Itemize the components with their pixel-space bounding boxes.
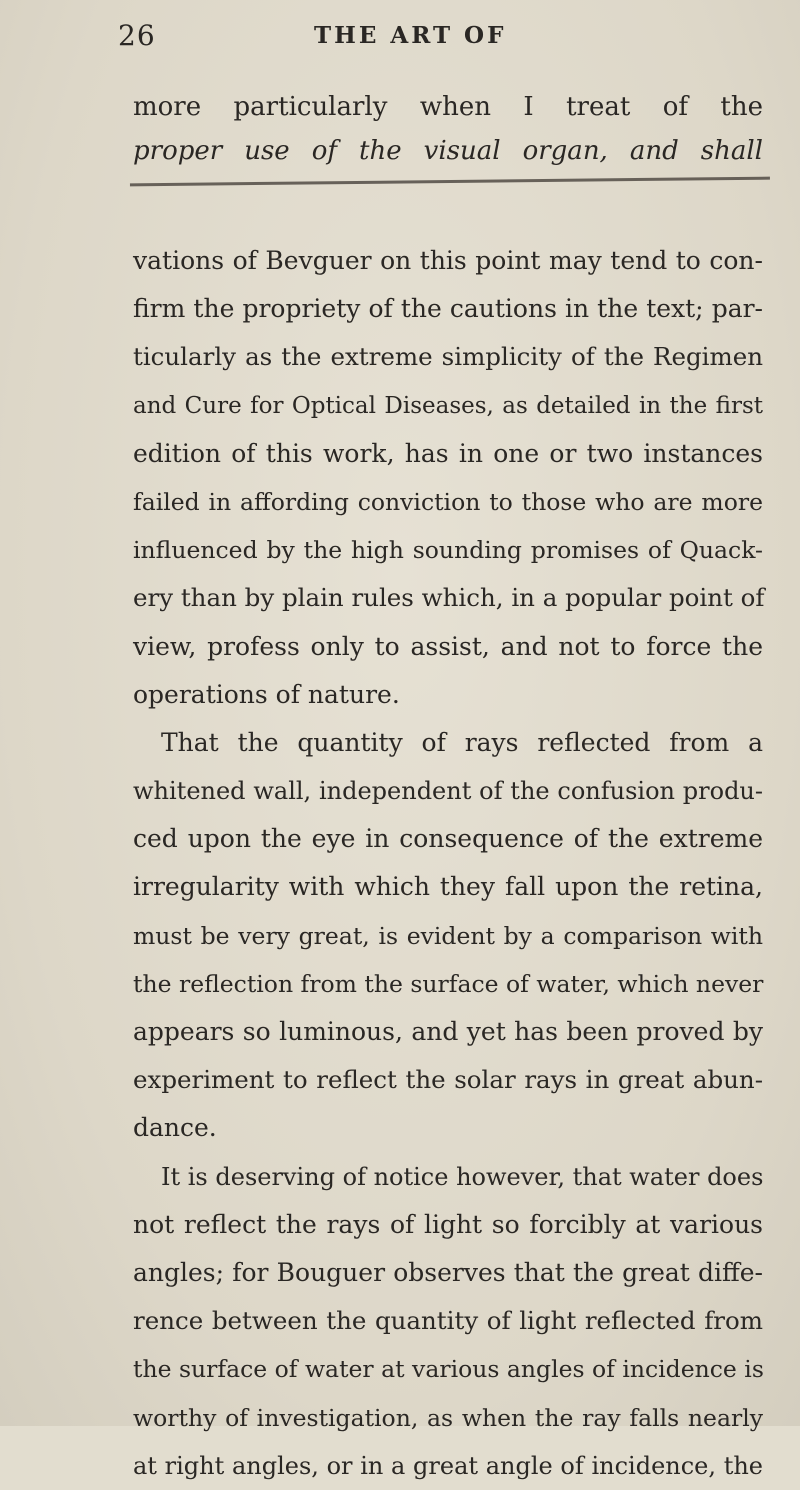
text-line: experiment to reflect the solar rays in great abun- bbox=[133, 1065, 763, 1095]
text-line: not reflect the rays of light so forcibly at various bbox=[133, 1209, 763, 1239]
torn-edge-divider bbox=[130, 177, 770, 197]
body-text bbox=[133, 237, 763, 1490]
paragraph bbox=[133, 1153, 763, 1490]
text-line: the surface of water at various angles of incidence is bbox=[133, 1355, 764, 1384]
text-line: dance. bbox=[133, 1113, 217, 1143]
text-line: whitened wall, independent of the confusion produ- bbox=[133, 777, 763, 806]
text-line: firm the propriety of the cautions in the text; par- bbox=[133, 294, 763, 324]
text-line: the reflection from the surface of water, which never bbox=[133, 969, 764, 998]
text-line: angles; for Bouguer observes that the great diffe- bbox=[133, 1257, 763, 1287]
text-line: vations of Bevguer on this point may tend to con- bbox=[133, 246, 763, 275]
text-line: rence between the quantity of light reflected from bbox=[133, 1306, 763, 1336]
text-line: It is deserving of notice however, that water does bbox=[161, 1162, 764, 1191]
text-line: ery than by plain rules which, in a popular point of bbox=[133, 583, 765, 613]
text-line: and Cure for Optical Diseases, as detailed in the first bbox=[133, 392, 763, 419]
text-line: more particularly when I treat of the bbox=[133, 92, 763, 122]
top-text-block bbox=[133, 85, 763, 173]
text-line: edition of this work, has in one or two instances bbox=[133, 438, 763, 468]
paragraph bbox=[133, 237, 763, 719]
text-line: view, profess only to assist, and not to force the bbox=[133, 631, 763, 661]
running-head: THE ART OF bbox=[314, 22, 507, 49]
page-number: 26 bbox=[118, 19, 156, 52]
text-line: irregularity with which they fall upon the retina, bbox=[133, 872, 763, 902]
page-header bbox=[118, 15, 758, 55]
text-line: proper use of the visual organ, and shall bbox=[133, 136, 763, 166]
text-line: That the quantity of rays reflected from a bbox=[161, 727, 763, 757]
text-line: at right angles, or in a great angle of incidence, the bbox=[133, 1451, 763, 1480]
text-line: must be very great, is evident by a comparison with bbox=[133, 921, 763, 950]
text-line: appears so luminous, and yet has been proved by bbox=[133, 1017, 763, 1046]
text-line: ced upon the eye in consequence of the extreme bbox=[133, 824, 763, 854]
paragraph bbox=[133, 719, 763, 1153]
text-line: failed in affording conviction to those who are more bbox=[133, 487, 763, 516]
text-line: ticularly as the extreme simplicity of the Regimen bbox=[133, 342, 763, 372]
text-line: operations of nature. bbox=[133, 679, 400, 709]
text-line: influenced by the high sounding promises of Quack- bbox=[133, 536, 763, 565]
text-line: worthy of investigation, as when the ray falls nearly bbox=[133, 1403, 763, 1432]
